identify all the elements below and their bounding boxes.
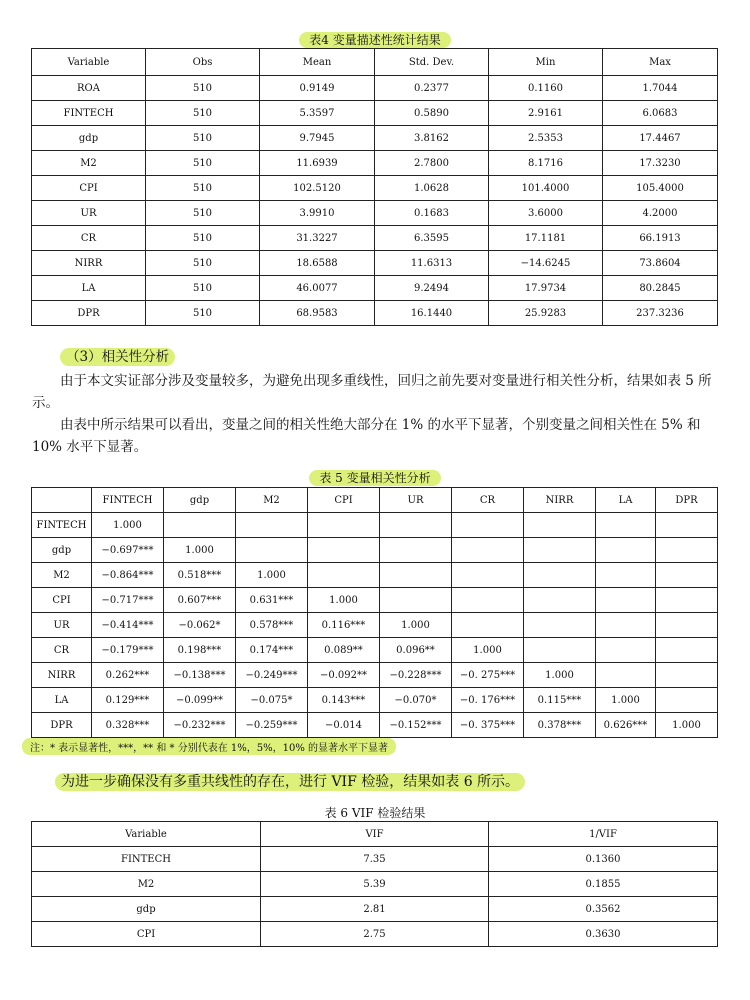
table-cell: −0.075*: [236, 688, 308, 713]
table-cell: 66.1913: [603, 226, 718, 251]
table-cell: [236, 513, 308, 538]
table-cell: 3.8162: [375, 126, 489, 151]
column-header: M2: [236, 488, 308, 513]
table-cell: 2.81: [261, 897, 489, 922]
table-cell: 2.9161: [489, 101, 603, 126]
table-cell: 17.1181: [489, 226, 603, 251]
table-cell: [452, 563, 524, 588]
table-cell: 0.1360: [489, 847, 718, 872]
row-label: LA: [32, 688, 92, 713]
table-cell: −0.864***: [92, 563, 164, 588]
table-cell: [596, 613, 656, 638]
column-header: Variable: [32, 822, 261, 847]
table-cell: [596, 538, 656, 563]
table-cell: [524, 613, 596, 638]
table-cell: 0.1683: [375, 201, 489, 226]
column-header: DPR: [656, 488, 718, 513]
table6-header-row: [32, 822, 718, 847]
table-cell: [524, 638, 596, 663]
table-cell: [308, 538, 380, 563]
table-row: [32, 563, 718, 588]
table-cell: 2.75: [261, 922, 489, 947]
table-cell: 17.3230: [603, 151, 718, 176]
table-cell: 3.9910: [260, 201, 375, 226]
row-label: UR: [32, 201, 146, 226]
row-label: CPI: [32, 588, 92, 613]
table-row: [32, 538, 718, 563]
row-label: M2: [32, 151, 146, 176]
table-cell: 7.35: [261, 847, 489, 872]
row-label: CPI: [32, 922, 261, 947]
table-cell: 0.578***: [236, 613, 308, 638]
table-cell: [380, 563, 452, 588]
table-cell: 0.631***: [236, 588, 308, 613]
table-cell: 80.2845: [603, 276, 718, 301]
table5-header-row: [32, 488, 718, 513]
table-cell: [596, 588, 656, 613]
table-cell: 0.518***: [164, 563, 236, 588]
table-cell: [524, 538, 596, 563]
table-cell: −0.062*: [164, 613, 236, 638]
table-cell: 0.5890: [375, 101, 489, 126]
table-row: [32, 847, 718, 872]
row-label: CR: [32, 226, 146, 251]
column-header: CR: [452, 488, 524, 513]
table-cell: 0.2377: [375, 76, 489, 101]
column-header: gdp: [164, 488, 236, 513]
column-header: UR: [380, 488, 452, 513]
table-cell: 510: [146, 151, 260, 176]
table-cell: 46.0077: [260, 276, 375, 301]
table-cell: −0.697***: [92, 538, 164, 563]
table-cell: 4.2000: [603, 201, 718, 226]
table-cell: [656, 638, 718, 663]
section-paragraph-1: 由于本文实证部分涉及变量较多，为避免出现多重线性，回归之前先要对变量进行相关性分析，结果如表 5 所示。: [32, 373, 712, 411]
table-cell: [656, 563, 718, 588]
table-row: [32, 588, 718, 613]
table-cell: 2.5353: [489, 126, 603, 151]
table-cell: [380, 588, 452, 613]
table-cell: −0.414***: [92, 613, 164, 638]
table-cell: −0.070*: [380, 688, 452, 713]
table-cell: [524, 513, 596, 538]
table-cell: −0.179***: [92, 638, 164, 663]
table-cell: 510: [146, 176, 260, 201]
section-heading: （3）相关性分析: [60, 346, 750, 368]
table-cell: −0.228***: [380, 663, 452, 688]
table-cell: 0.174***: [236, 638, 308, 663]
table4-header-row: [32, 49, 718, 76]
table-cell: −0.249***: [236, 663, 308, 688]
table-cell: [596, 663, 656, 688]
table-cell: 102.5120: [260, 176, 375, 201]
table-cell: [656, 613, 718, 638]
column-header: Obs: [146, 49, 260, 76]
table-cell: [452, 613, 524, 638]
table-cell: [380, 538, 452, 563]
table-row: [32, 201, 718, 226]
table-cell: 1.7044: [603, 76, 718, 101]
table-cell: 0.328***: [92, 713, 164, 738]
table-cell: 0.9149: [260, 76, 375, 101]
table-cell: 0.3630: [489, 922, 718, 947]
table-row: [32, 76, 718, 101]
table-cell: [596, 563, 656, 588]
table-cell: 5.39: [261, 872, 489, 897]
table-cell: 0.143***: [308, 688, 380, 713]
table-cell: 31.3227: [260, 226, 375, 251]
table-cell: 8.1716: [489, 151, 603, 176]
row-label: gdp: [32, 897, 261, 922]
table-cell: 0.096**: [380, 638, 452, 663]
table-row: [32, 713, 718, 738]
table-cell: 0.1855: [489, 872, 718, 897]
table5-caption: 表 5 变量相关性分析: [0, 469, 750, 486]
column-header: Max: [603, 49, 718, 76]
table4: [31, 48, 718, 326]
table6: [31, 821, 718, 947]
table-row: [32, 897, 718, 922]
table-cell: 0.607***: [164, 588, 236, 613]
table-row: [32, 872, 718, 897]
table-row: [32, 276, 718, 301]
table-row: [32, 513, 718, 538]
table-row: [32, 663, 718, 688]
table-cell: 510: [146, 226, 260, 251]
table-row: [32, 176, 718, 201]
table-cell: 0.1160: [489, 76, 603, 101]
table-row: [32, 613, 718, 638]
column-header: NIRR: [524, 488, 596, 513]
table-cell: 17.4467: [603, 126, 718, 151]
table5: [31, 487, 718, 738]
column-header: [32, 488, 92, 513]
table-cell: [524, 588, 596, 613]
table-cell: 1.000: [596, 688, 656, 713]
table-cell: 9.2494: [375, 276, 489, 301]
table-cell: −0.259***: [236, 713, 308, 738]
row-label: M2: [32, 872, 261, 897]
row-label: FINTECH: [32, 101, 146, 126]
table-cell: [656, 513, 718, 538]
vif-intro: 为进一步确保没有多重共线性的存在，进行 VIF 检验，结果如表 6 所示。: [55, 771, 745, 793]
table-row: [32, 101, 718, 126]
table-cell: [656, 663, 718, 688]
row-label: CPI: [32, 176, 146, 201]
row-label: gdp: [32, 538, 92, 563]
table-cell: −0. 176***: [452, 688, 524, 713]
table-cell: 11.6939: [260, 151, 375, 176]
table-cell: −0.152***: [380, 713, 452, 738]
table-row: [32, 922, 718, 947]
table-row: [32, 226, 718, 251]
table-cell: [308, 563, 380, 588]
table-cell: −0. 275***: [452, 663, 524, 688]
row-label: DPR: [32, 301, 146, 326]
row-label: CR: [32, 638, 92, 663]
table-cell: 0.198***: [164, 638, 236, 663]
table-cell: 1.000: [164, 538, 236, 563]
table6-caption: 表 6 VIF 检验结果: [324, 806, 426, 820]
table-cell: [452, 588, 524, 613]
table-row: [32, 126, 718, 151]
table-cell: −0. 375***: [452, 713, 524, 738]
table-cell: [164, 513, 236, 538]
table-cell: 16.1440: [375, 301, 489, 326]
table-cell: [656, 538, 718, 563]
column-header: VIF: [261, 822, 489, 847]
table-cell: −0.014: [308, 713, 380, 738]
table-cell: 105.4000: [603, 176, 718, 201]
table-cell: [308, 513, 380, 538]
row-label: LA: [32, 276, 146, 301]
table-cell: 6.3595: [375, 226, 489, 251]
table-row: [32, 688, 718, 713]
table-cell: 510: [146, 101, 260, 126]
table-cell: [380, 513, 452, 538]
table-row: [32, 638, 718, 663]
column-header: FINTECH: [92, 488, 164, 513]
column-header: CPI: [308, 488, 380, 513]
row-label: FINTECH: [32, 513, 92, 538]
table-cell: 510: [146, 251, 260, 276]
table-cell: [596, 638, 656, 663]
table-cell: 17.9734: [489, 276, 603, 301]
table-cell: [236, 538, 308, 563]
table-cell: 1.000: [524, 663, 596, 688]
table-cell: 510: [146, 301, 260, 326]
table-row: [32, 151, 718, 176]
table5-note: 注：* 表示显著性，***，** 和 * 分别代表在 1%，5%，10% 的显著水平下显著: [22, 738, 396, 755]
table-cell: 0.3562: [489, 897, 718, 922]
table-cell: 510: [146, 76, 260, 101]
table-cell: [656, 588, 718, 613]
table-cell: 510: [146, 276, 260, 301]
row-label: NIRR: [32, 663, 92, 688]
table-cell: 1.000: [380, 613, 452, 638]
row-label: M2: [32, 563, 92, 588]
table-cell: −0.232***: [164, 713, 236, 738]
table-cell: 510: [146, 126, 260, 151]
table-cell: [596, 513, 656, 538]
table-cell: 68.9583: [260, 301, 375, 326]
section-paragraph-2: 由表中所示结果可以看出，变量之间的相关性绝大部分在 1% 的水平下显著，个别变量之间相关性在 5% 和 10% 水平下显著。: [32, 417, 701, 455]
table-cell: 25.9283: [489, 301, 603, 326]
row-label: ROA: [32, 76, 146, 101]
table-cell: 1.0628: [375, 176, 489, 201]
row-label: NIRR: [32, 251, 146, 276]
table-cell: 510: [146, 201, 260, 226]
table-row: [32, 251, 718, 276]
row-label: gdp: [32, 126, 146, 151]
table-cell: 0.626***: [596, 713, 656, 738]
table-cell: [452, 513, 524, 538]
table-cell: [656, 688, 718, 713]
row-label: DPR: [32, 713, 92, 738]
column-header: Variable: [32, 49, 146, 76]
column-header: Mean: [260, 49, 375, 76]
table-cell: −0.717***: [92, 588, 164, 613]
table-cell: 0.115***: [524, 688, 596, 713]
table-cell: 0.378***: [524, 713, 596, 738]
column-header: Std. Dev.: [375, 49, 489, 76]
table-cell: 9.7945: [260, 126, 375, 151]
table-cell: 1.000: [656, 713, 718, 738]
table-cell: 11.6313: [375, 251, 489, 276]
table4-caption: 表4 变量描述性统计结果: [0, 31, 750, 48]
table-row: [32, 301, 718, 326]
table-cell: 0.129***: [92, 688, 164, 713]
table-cell: −0.099**: [164, 688, 236, 713]
row-label: FINTECH: [32, 847, 261, 872]
table-cell: [452, 538, 524, 563]
table-cell: 1.000: [92, 513, 164, 538]
column-header: LA: [596, 488, 656, 513]
table-cell: −0.138***: [164, 663, 236, 688]
table-cell: 101.4000: [489, 176, 603, 201]
table-cell: −0.092**: [308, 663, 380, 688]
table-cell: 0.116***: [308, 613, 380, 638]
table-cell: 3.6000: [489, 201, 603, 226]
table-cell: 1.000: [308, 588, 380, 613]
table-cell: 5.3597: [260, 101, 375, 126]
table-cell: 6.0683: [603, 101, 718, 126]
table-cell: −14.6245: [489, 251, 603, 276]
column-header: Min: [489, 49, 603, 76]
table-cell: 73.8604: [603, 251, 718, 276]
column-header: 1/VIF: [489, 822, 718, 847]
table-cell: 2.7800: [375, 151, 489, 176]
table-cell: 18.6588: [260, 251, 375, 276]
table-cell: 0.089**: [308, 638, 380, 663]
row-label: UR: [32, 613, 92, 638]
table-cell: 1.000: [236, 563, 308, 588]
table-cell: [524, 563, 596, 588]
table-cell: 237.3236: [603, 301, 718, 326]
table-cell: 0.262***: [92, 663, 164, 688]
table-cell: 1.000: [452, 638, 524, 663]
